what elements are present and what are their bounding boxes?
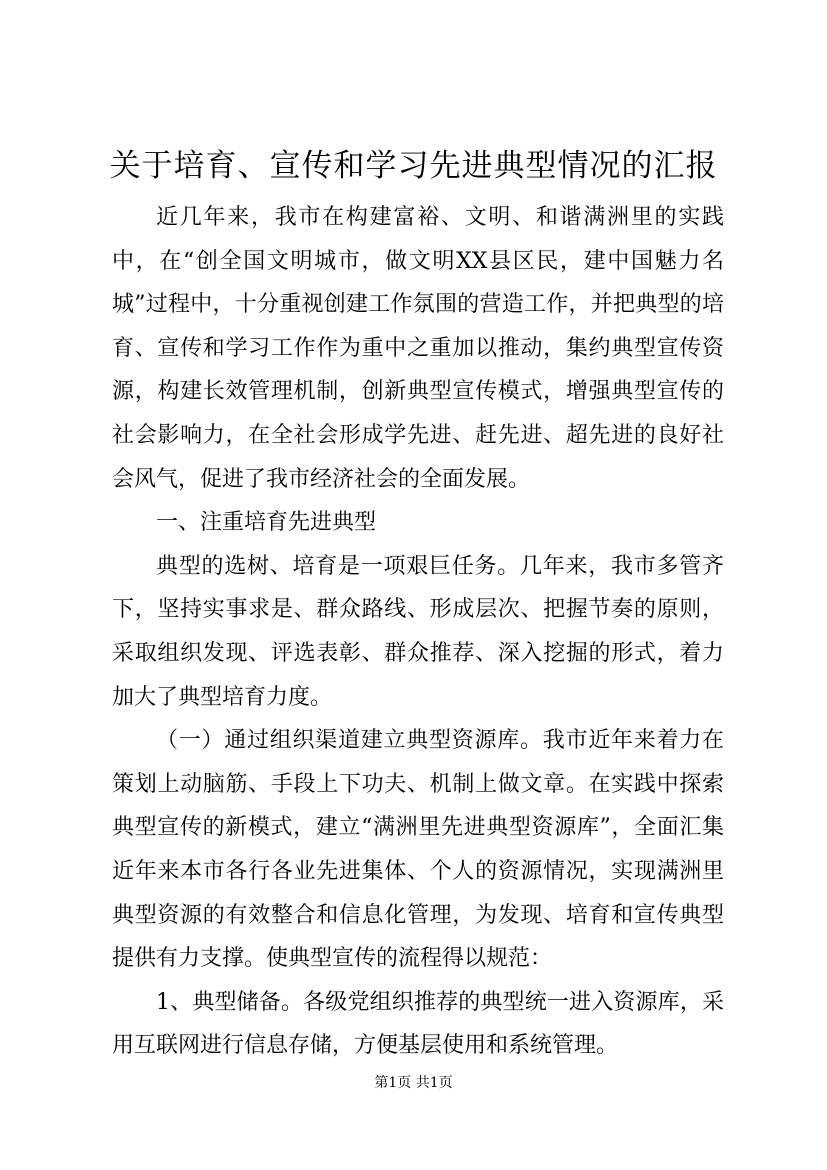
page-footer: 第1页 共1页 bbox=[374, 1075, 453, 1091]
subsection-1-paragraph: （一）通过组织渠道建立典型资源库。我市近年来着力在策划上动脑筋、手段上下功夫、机制上做文章。在实践中探索典型宣传的新模式，建立“满洲里先进典型资源库”，全面汇集近年来本市各行各业先进集体、个人的资源情况，实现满洲里典型资源的有效整合和信息化管理，为发现、培育和宣传典型提供有力支撑。使典型宣传的流程得以规范： bbox=[112, 728, 724, 972]
item-1-paragraph: 1、典型储备。各级党组织推荐的典型统一进入资源库，采用互联网进行信息存储，方便基层使用和系统管理。 bbox=[112, 989, 724, 1059]
document-title: 关于培育、宣传和学习先进典型情况的汇报 bbox=[109, 148, 718, 184]
section-heading-1: 一、注重培育先进典型 bbox=[156, 510, 377, 536]
section-1-paragraph: 典型的选树、培育是一项艰巨任务。几年来，我市多管齐下，坚持实事求是、群众路线、形成层次、把握节奏的原则，采取组织发现、评选表彰、群众推荐、深入挖掘的形式，着力加大了典型培育力度。 bbox=[112, 553, 724, 710]
document-body bbox=[112, 196, 724, 1068]
intro-paragraph: 近几年来，我市在构建富裕、文明、和谐满洲里的实践中，在“创全国文明城市，做文明XX县区民，建中国魅力名城”过程中，十分重视创建工作氛围的营造工作，并把典型的培育、宣传和学习工作作为重中之重加以推动，集约典型宣传资源，构建长效管理机制，创新典型宣传模式，增强典型宣传的社会影响力，在全社会形成学先进、赶先进、超先进的良好社会风气，促进了我市经济社会的全面发展。 bbox=[112, 205, 724, 492]
